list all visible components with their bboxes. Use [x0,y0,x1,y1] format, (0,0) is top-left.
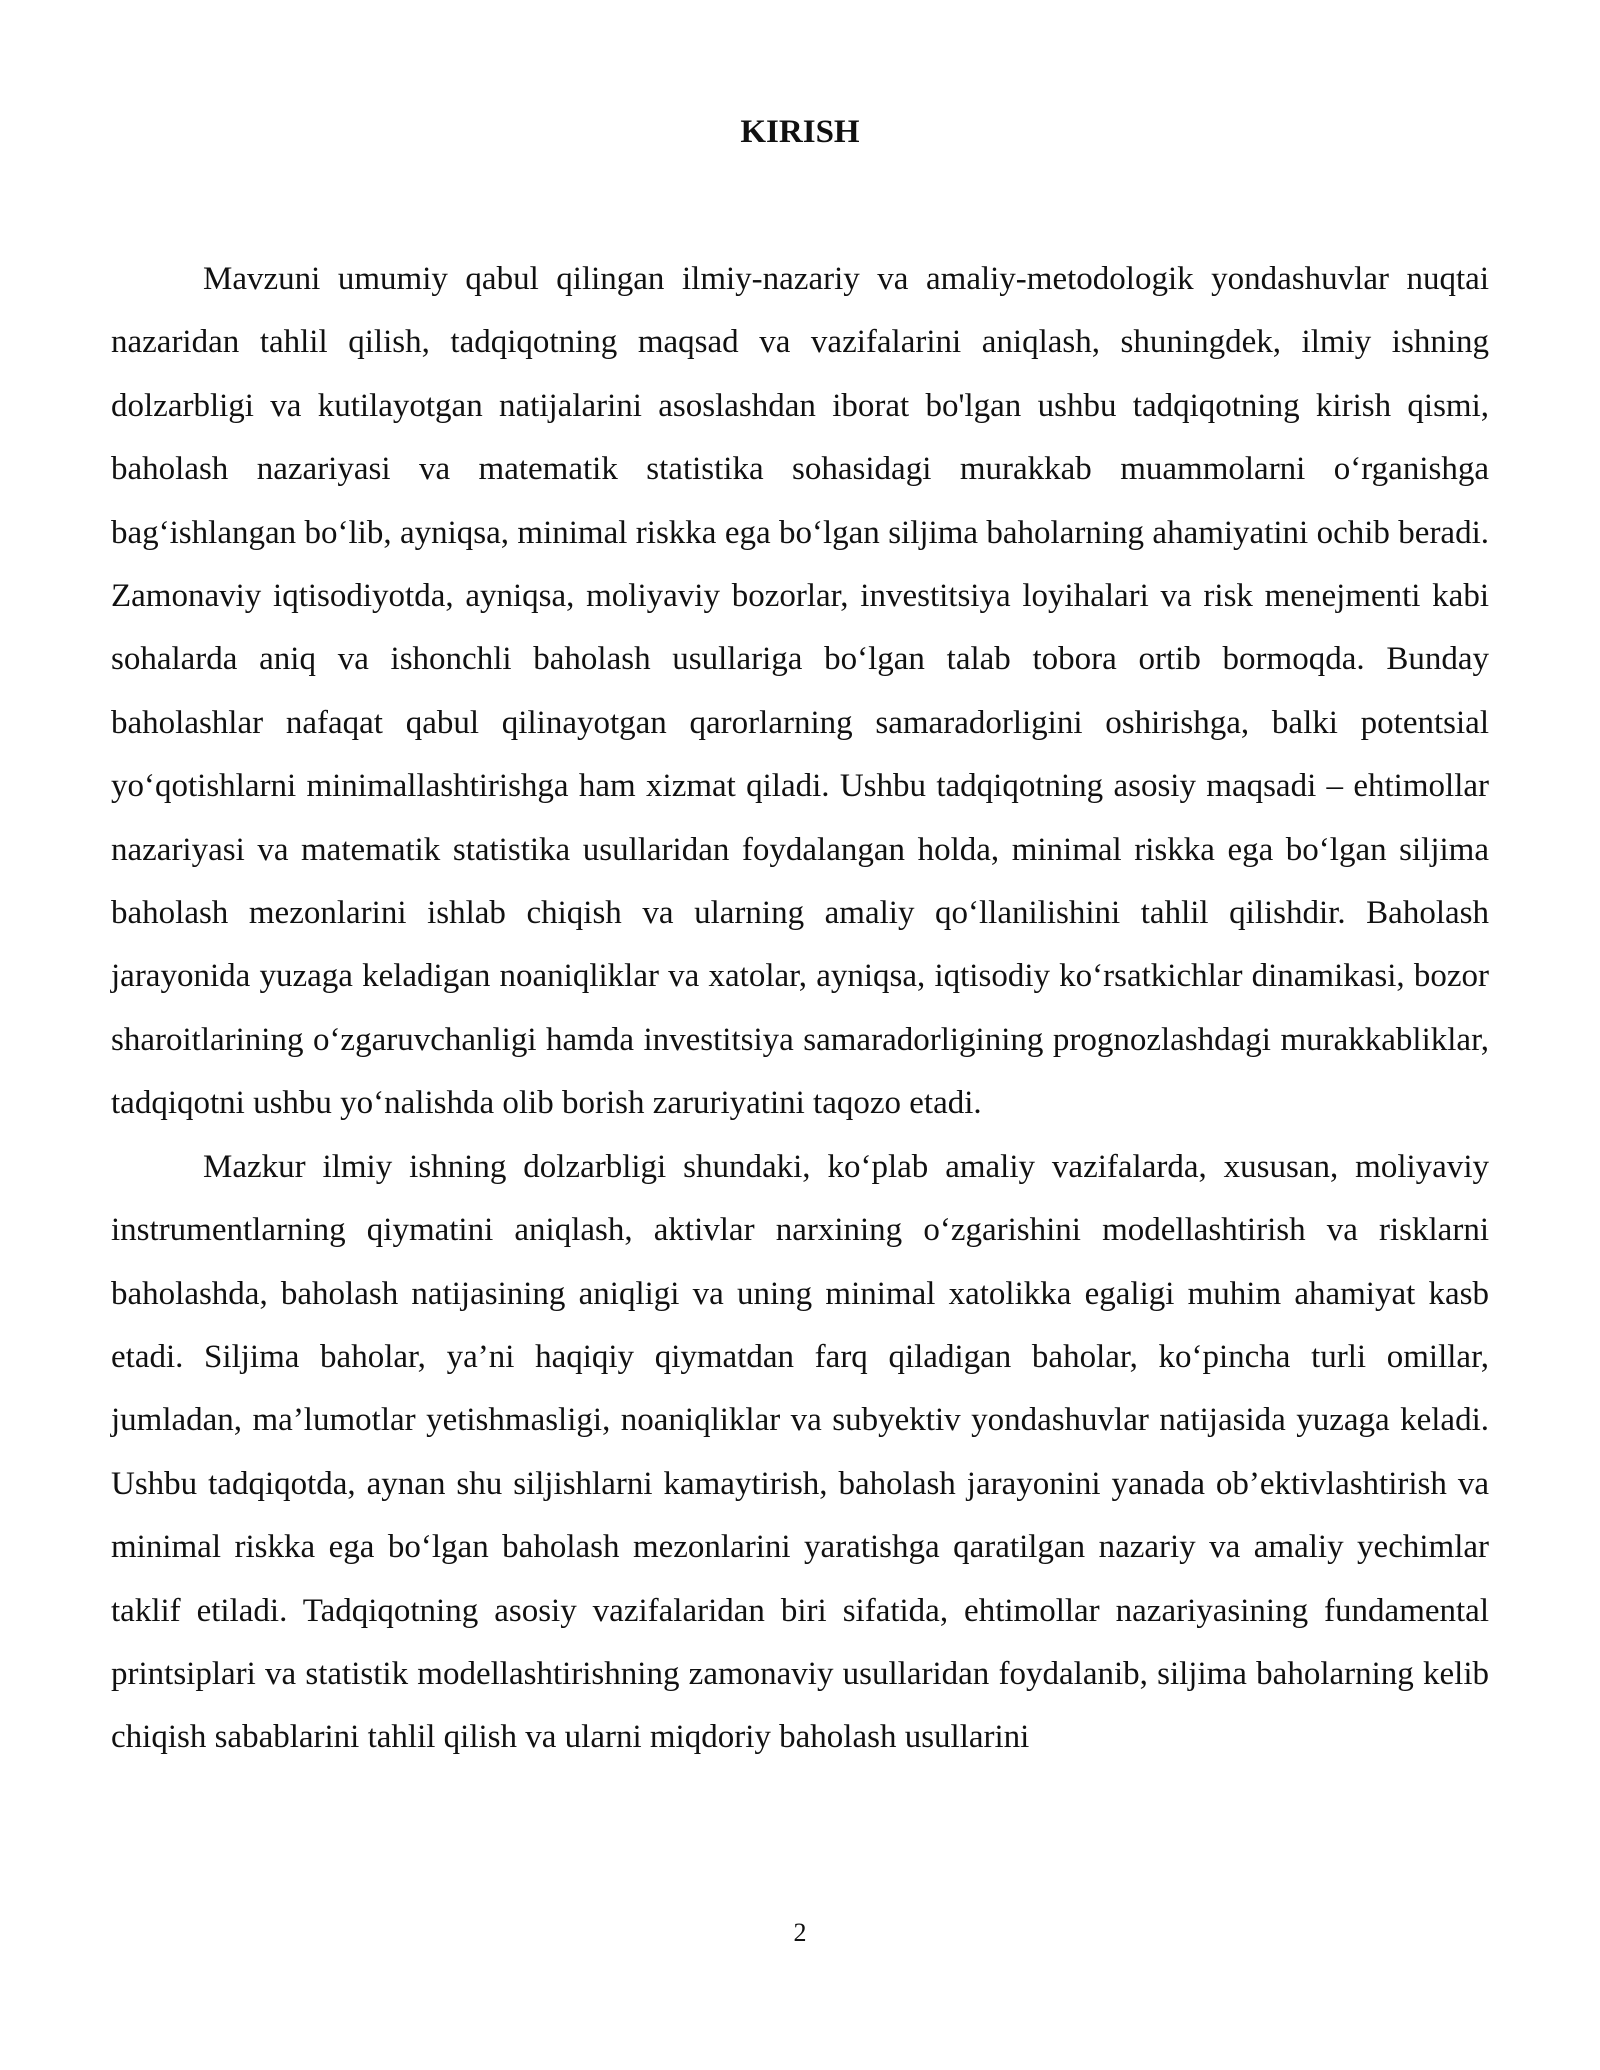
section-heading: KIRISH [740,114,860,150]
body-text [111,248,1489,1770]
paragraph-1: Mavzuni umumiy qabul qilingan ilmiy-nazariy va amaliy-metodologik yondashuvlar nuqtai nazaridan tahlil qilish, tadqiqotning maqsad va vazifalarini aniqlash, shuningdek, ilmiy ishning dolzarbligi va kutilayotgan natijalarini asoslashdan iborat bo'lgan ushbu tadqiqotning kirish qismi, baholash nazariyasi va matematik statistika sohasidagi murakkab muammolarni o‘rganishga bag‘ishlangan bo‘lib, ayniqsa, minimal riskka ega bo‘lgan siljima baholarning ahamiyatini ochib beradi. Zamonaviy iqtisodiyotda, ayniqsa, moliyaviy bozorlar, investitsiya loyihalari va risk menejmenti kabi sohalarda aniq va ishonchli baholash usullariga bo‘lgan talab tobora ortib bormoqda. Bunday baholashlar nafaqat qabul qilinayotgan qarorlarning samaradorligini oshirishga, balki potentsial yo‘qotishlarni minimallashtirishga ham xizmat qiladi. Ushbu tadqiqotning asosiy maqsadi – ehtimollar nazariyasi va matematik statistika usullaridan foydalangan holda, minimal riskka ega bo‘lgan siljima baholash mezonlarini ishlab chiqish va ularning amaliy qo‘llanilishini tahlil qilishdir. Baholash jarayonida yuzaga keladigan noaniqliklar va xatolar, ayniqsa, iqtisodiy ko‘rsatkichlar dinamikasi, bozor sharoitlarining o‘zgaruvchanligi hamda investitsiya samaradorligining prognozlashdagi murakkabliklar, tadqiqotni ushbu yo‘nalishda olib borish zaruriyatini taqozo etadi. [111,261,1489,1122]
page-number: 2 [793,1918,807,1947]
paragraph-2: Mazkur ilmiy ishning dolzarbligi shundaki, ko‘plab amaliy vazifalarda, xususan, moliyaviy instrumentlarning qiymatini aniqlash, aktivlar narxining o‘zgarishini modellashtirish va risklarni baholashda, baholash natijasining aniqligi va uning minimal xatolikka egaligi muhim ahamiyat kasb etadi. Siljima baholar, ya’ni haqiqiy qiymatdan farq qiladigan baholar, ko‘pincha turli omillar, jumladan, ma’lumotlar yetishmasligi, noaniqliklar va subyektiv yondashuvlar natijasida yuzaga keladi. Ushbu tadqiqotda, aynan shu siljishlarni kamaytirish, baholash jarayonini yanada ob’ektivlashtirish va minimal riskka ega bo‘lgan baholash mezonlarini yaratishga qaratilgan nazariy va amaliy yechimlar taklif etiladi. Tadqiqotning asosiy vazifalaridan biri sifatida, ehtimollar nazariyasining fundamental printsiplari va statistik modellashtirishning zamonaviy usullaridan foydalanib, siljima baholarning kelib chiqish sabablarini tahlil qilish va ularni miqdoriy baholash usullarini [111,1148,1489,1756]
